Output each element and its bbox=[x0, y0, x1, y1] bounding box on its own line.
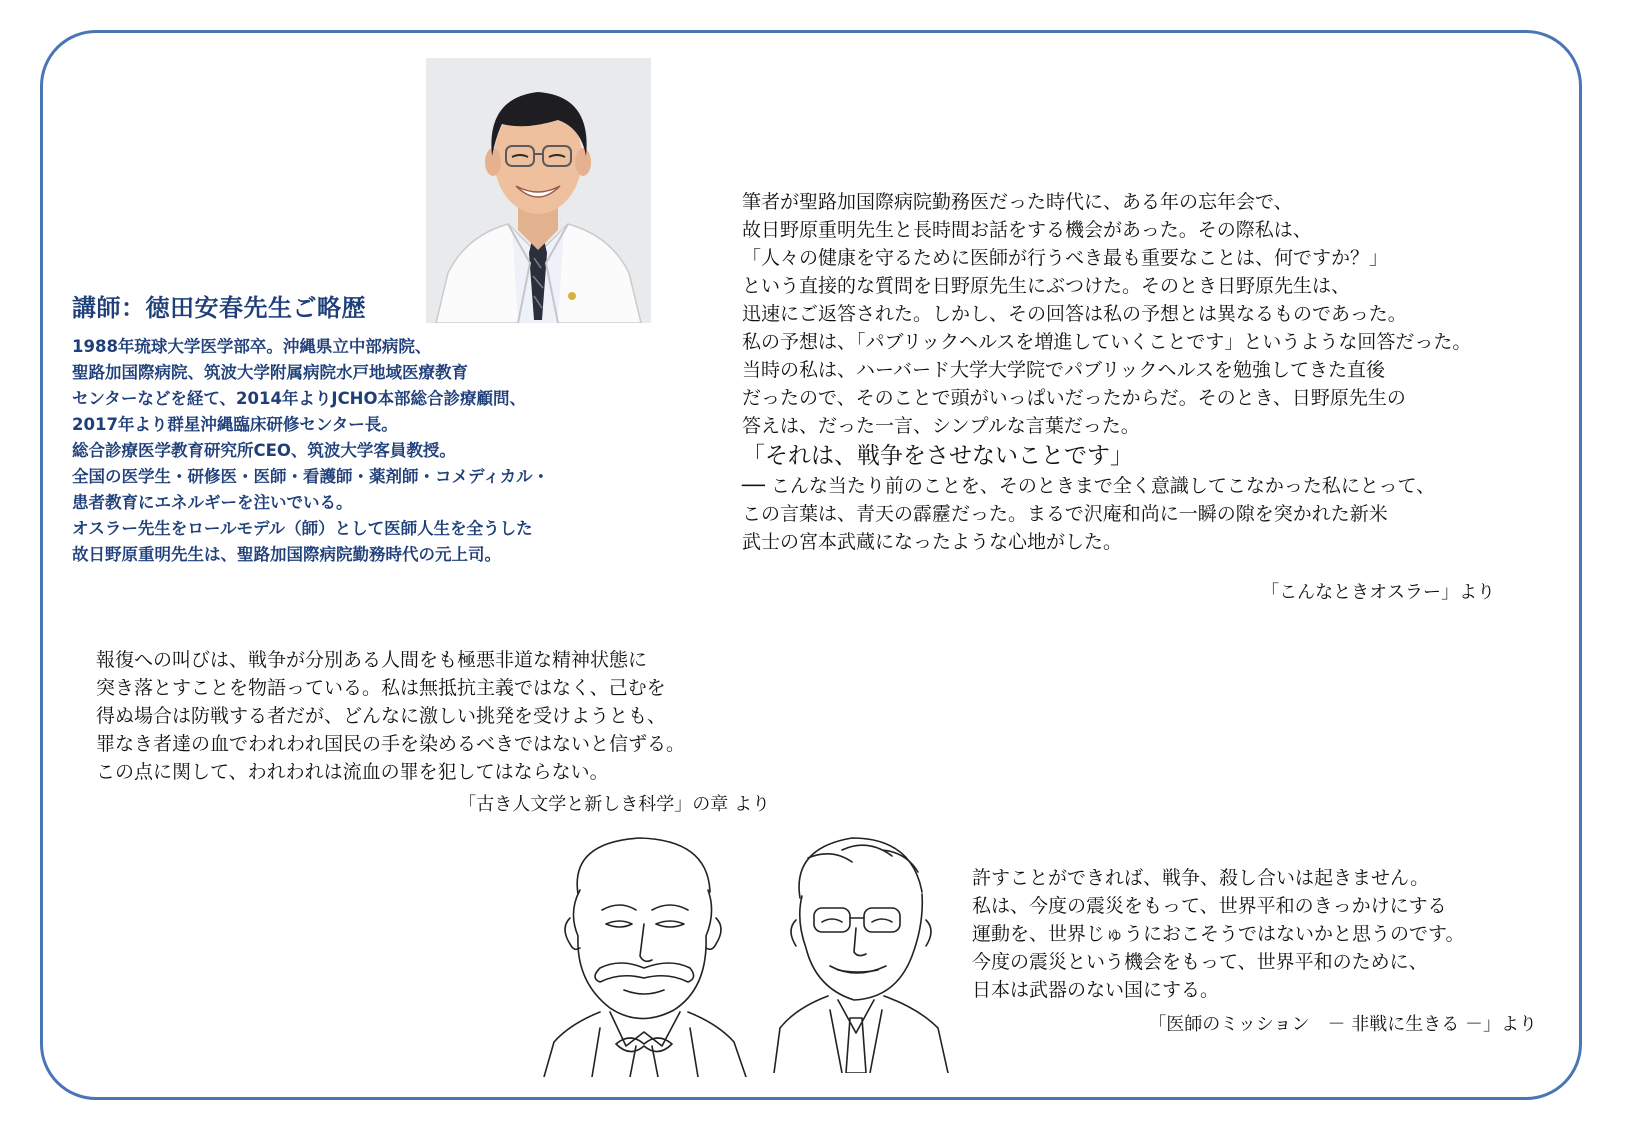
bio-line: 全国の医学生・研修医・医師・看護師・薬剤師・コメディカル・ bbox=[72, 467, 550, 486]
bio-line: センターなどを経て、2014年よりJCHO本部総合診療顧問、 bbox=[72, 389, 527, 408]
lecturer-photo bbox=[426, 58, 651, 323]
bio-line: 聖路加国際病院、筑波大学附属病院水戸地域医療教育 bbox=[72, 363, 468, 382]
bio-text bbox=[72, 334, 662, 568]
bio-line: 患者教育にエネルギーを注いでいる。 bbox=[72, 493, 353, 512]
quote-line: 運動を、世界じゅうにおこそうではないかと思うのです。 bbox=[972, 923, 1465, 945]
bio-heading: 講師：徳田安春先生ご略歴 bbox=[72, 294, 366, 322]
highlight-quote: 「それは、戦争をさせないことです」 bbox=[742, 443, 1133, 469]
quote-line: 得ぬ場合は防戦する者だが、どんなに激しい挑発を受けようとも、 bbox=[96, 705, 667, 727]
osler-quote bbox=[96, 646, 816, 786]
quote-line: この言葉は、青天の霹靂だった。まるで沢庵和尚に一瞬の隙を突かれた新米 bbox=[742, 503, 1388, 525]
quote3-source: 「医師のミッション － 非戦に生きる －」より bbox=[1148, 1014, 1537, 1035]
osler-sketch-image bbox=[540, 832, 755, 1077]
quote-line: 今度の震災という機会をもって、世界平和のために、 bbox=[972, 951, 1428, 973]
quote-line: 罪なき者達の血でわれわれ国民の手を染めるべきではないと信ずる。 bbox=[96, 733, 686, 755]
quote-line: ── こんな当たり前のことを、そのときまで全く意識してこなかった私にとって、 bbox=[742, 475, 1436, 497]
bio-line: オスラー先生をロールモデル（師）として医師人生を全うした bbox=[72, 519, 533, 538]
quote-line: 私の予想は、「パブリックヘルスを増進していくことです」というような回答だった。 bbox=[742, 331, 1472, 353]
bio-line: 1988年琉球大学医学部卒。沖縄県立中部病院、 bbox=[72, 337, 432, 356]
quote-line: 答えは、だった一言、シンプルな言葉だった。 bbox=[742, 415, 1140, 437]
quote-line: という直接的な質問を日野原先生にぶつけた。そのとき日野原先生は、 bbox=[742, 275, 1351, 297]
quote-line: 突き落とすことを物語っている。私は無抵抗主義ではなく、己むを bbox=[96, 677, 666, 699]
osler-anecdote bbox=[742, 188, 1562, 556]
quote-line: 筆者が聖路加国際病院勤務医だった時代に、ある年の忘年会で、 bbox=[742, 191, 1293, 213]
quote-line: この点に関して、われわれは流血の罪を犯してはならない。 bbox=[96, 761, 609, 783]
quote2-source: 「古き人文学と新しき科学」の章 より bbox=[458, 794, 770, 815]
quote-line: 報復への叫びは、戦争が分別ある人間をも極悪非道な精神状態に bbox=[96, 649, 648, 671]
quote-line: 迅速にご返答された。しかし、その回答は私の予想とは異なるものであった。 bbox=[742, 303, 1407, 325]
quote-line: 許すことができれば、戦争、殺し合いは起きません。 bbox=[972, 867, 1430, 889]
quote-line: 故日野原重明先生と長時間お話をする機会があった。その際私は、 bbox=[742, 219, 1312, 241]
bio-line: 総合診療医学教育研究所CEO、筑波大学客員教授。 bbox=[72, 441, 456, 460]
quote-line: だったので、そのことで頭がいっぱいだったからだ。そのとき、日野原先生の bbox=[742, 387, 1406, 409]
bio-line: 2017年より群星沖縄臨床研修センター長。 bbox=[72, 415, 398, 434]
quote-line: 当時の私は、ハーバード大学大学院でパブリックヘルスを勉強してきた直後 bbox=[742, 359, 1385, 381]
quote-line: 私は、今度の震災をもって、世界平和のきっかけにする bbox=[972, 895, 1447, 917]
hinohara-sketch-image bbox=[772, 828, 952, 1073]
hinohara-quote bbox=[972, 864, 1572, 1004]
bio-line: 故日野原重明先生は、聖路加国際病院勤務時代の元上司。 bbox=[72, 545, 501, 564]
quote-line: 「人々の健康を守るために医師が行うべき最も重要なことは、何ですか？」 bbox=[742, 247, 1389, 269]
quote1-source: 「こんなときオスラー」より bbox=[1261, 582, 1495, 603]
quote-line: 日本は武器のない国にする。 bbox=[972, 979, 1220, 1001]
quote-line: 武士の宮本武蔵になったような心地がした。 bbox=[742, 531, 1123, 553]
lecturer-portrait-image bbox=[426, 58, 651, 323]
